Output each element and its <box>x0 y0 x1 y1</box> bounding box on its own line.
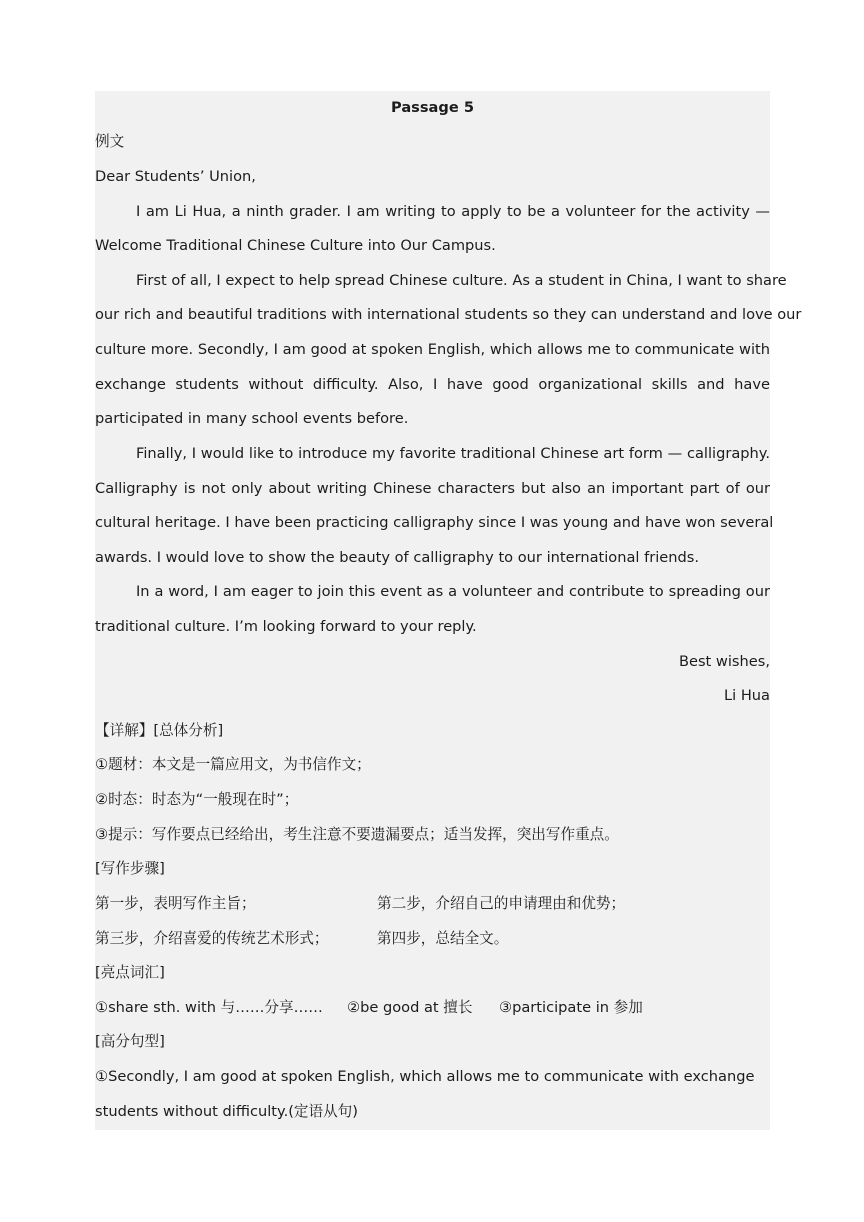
letter-paragraph-3-line: Calligraphy is not only about writing Chinese characters but also an important part of our <box>95 480 770 497</box>
vocab-item: ③participate in 参加 <box>499 999 643 1016</box>
step-item: 第三步，介绍喜爱的传统艺术形式； <box>95 930 329 947</box>
letter-paragraph-1-line: Welcome Traditional Chinese Culture into Our Campus. <box>95 237 496 254</box>
step-item: 第一步，表明写作主旨； <box>95 895 256 912</box>
letter-paragraph-3-line: cultural heritage. I have been practicing calligraphy since I was young and have won several <box>95 514 774 531</box>
steps-row <box>95 929 770 949</box>
letter-paragraph-3-line: Finally, I would like to introduce my favorite traditional Chinese art form — calligraphy. <box>136 445 770 462</box>
letter-salutation: Dear Students’ Union, <box>95 168 256 185</box>
steps-row <box>95 894 770 914</box>
letter-paragraph-2-line: First of all, I expect to help spread Chinese culture. As a student in China, I want to share <box>136 272 787 289</box>
document-page <box>95 91 802 1130</box>
analysis-item: ②时态：时态为“一般现在时”； <box>95 791 299 808</box>
letter-paragraph-4-line: traditional culture. I’m looking forward to your reply. <box>95 618 477 635</box>
letter-paragraph-2-line: exchange students without difficulty. Also, I have good organizational skills and have <box>95 376 770 393</box>
vocab-item: ②be good at 擅长 <box>347 999 473 1016</box>
letter-paragraph-1-line: I am Li Hua, a ninth grader. I am writing to apply to be a volunteer for the activity — <box>136 203 770 220</box>
step-item: 第四步，总结全文。 <box>377 930 509 947</box>
letter-closing: Best wishes, <box>678 653 770 670</box>
sentence-line: students without difficulty.(定语从句) <box>95 1103 358 1120</box>
analysis-item: ①题材：本文是一篇应用文，为书信作文； <box>95 756 371 773</box>
letter-paragraph-2-line: our rich and beautiful traditions with international students so they can understand and love our <box>95 306 802 323</box>
sample-label: 例文 <box>95 133 125 150</box>
letter-signature: Li Hua <box>724 687 770 704</box>
letter-paragraph-3-line: awards. I would love to show the beauty of calligraphy to our international friends. <box>95 549 700 566</box>
step-item: 第二步，介绍自己的申请理由和优势； <box>377 895 626 912</box>
sentence-header: [高分句型] <box>95 1033 165 1050</box>
steps-header: [写作步骤] <box>95 860 165 877</box>
vocab-header: [亮点词汇] <box>95 964 165 981</box>
sentence-line: ①Secondly, I am good at spoken English, which allows me to communicate with exchange <box>95 1068 755 1085</box>
letter-paragraph-2-line: participated in many school events before. <box>95 410 409 427</box>
letter-paragraph-4-line: In a word, I am eager to join this event as a volunteer and contribute to spreading our <box>136 583 770 600</box>
letter-paragraph-2-line: culture more. Secondly, I am good at spoken English, which allows me to communicate with <box>95 341 770 358</box>
analysis-header: 【详解】[总体分析] <box>95 722 224 739</box>
passage-title: Passage 5 <box>391 99 474 116</box>
analysis-item: ③提示：写作要点已经给出，考生注意不要遗漏要点；适当发挥，突出写作重点。 <box>95 826 619 843</box>
vocab-item: ①share sth. with 与……分享…… <box>95 999 323 1016</box>
